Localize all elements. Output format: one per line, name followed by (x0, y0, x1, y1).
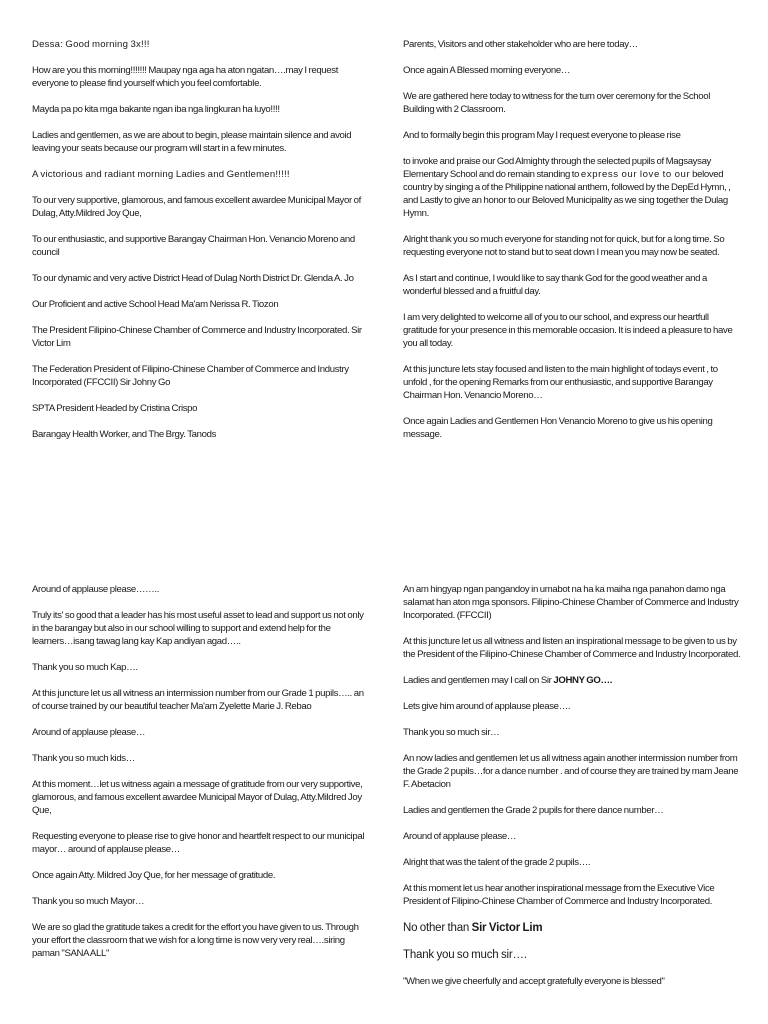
paragraph: To our dynamic and very active District Head of Dulag North District Dr. Glenda A. Jo (32, 273, 354, 284)
paragraph: Lets give him around of applause please…. (403, 701, 571, 712)
paragraph: Parents, Visitors and other stakeholder who are here today… (403, 39, 638, 50)
paragraph (403, 921, 743, 936)
paragraph: At this moment…let us witness again a message of gratitude from our very supportive, glamorous, and famous excellent awardee Municipal Mayor of Dulag, Atty.Mildred Joy Que, (32, 779, 363, 816)
paragraph (403, 674, 743, 687)
paragraph: A victorious and radiant morning Ladies and Gentlemen!!!!! (32, 169, 290, 180)
text-span: No other than (403, 922, 472, 934)
speaker-name: Sir Victor Lim (471, 922, 543, 934)
text-span: beloved country by singing a of the Philippine national anthem, followed by the DepEd Hymn, , and Lastly to give an honor to our Beloved Municipality as we sing together the Dulag Hymn. (403, 169, 731, 219)
paragraph: The President Filipino-Chinese Chamber of Commerce and Industry Incorporated. Sir Victor Lim (32, 325, 362, 349)
paragraph: Truly its' so good that a leader has his most useful asset to lead and support us not only in the barangay but also in our school willing to support and extend help for the learners…isang tawag lang kay Kap andiyan agad….. (32, 610, 364, 647)
paragraph: As I start and continue, I would like to say thank God for the good weather and a wonderful blessed and a fruitful day. (403, 273, 707, 297)
paragraph: Alright thank you so much everyone for standing not for quick, but for a long time. So requesting everyone not to stand but to seat down I mean you may now be seated. (403, 234, 725, 258)
paragraph: Thank you so much sir…. (403, 949, 527, 961)
top-left-column (32, 38, 368, 454)
paragraph: Requesting everyone to please rise to give honor and heartfelt respect to our municipal mayor… around of applause please… (32, 831, 365, 855)
paragraph: An am hingyap ngan pangandoy in umabot na ha ka maiha nga panahon damo nga salamat han aton mga sponsors. Filipino-Chinese Chamber of Commerce and Industry Incorporated. (FFCCII) (403, 584, 739, 621)
paragraph: How are you this morning!!!!!!! Maupay nga aga ha aton ngatan….may I request everyone to please find yourself which you feel comfortable. (32, 65, 339, 89)
paragraph: Ladies and gentlemen, as we are about to begin, please maintain silence and avoid leaving your seats because our program will start in a few minutes. (32, 130, 352, 154)
paragraph: An now ladies and gentlemen let us all witness again another intermission number from the Grade 2 pupils…for a dance number . and of course they are trained by mam Jeane F. Abetacion (403, 753, 739, 790)
paragraph: At this juncture lets stay focused and listen to the main highlight of todays event , to unfold , for the opening Remarks from our enthusiastic, and supportive Barangay Chairman Hon. Venancio Moreno… (403, 364, 718, 401)
paragraph: We are gathered here today to witness for the turn over ceremony for the School Building with 2 Classroom. (403, 91, 711, 115)
paragraph: And to formally begin this program May I request everyone to please rise (403, 130, 681, 141)
closing-quote: "When we give cheerfully and accept gratefully everyone is blessed" (403, 976, 665, 987)
text-span: Ladies and gentlemen may I call on Sir (403, 675, 554, 686)
speaker-name: JOHNY GO…. (553, 675, 613, 686)
paragraph: SPTA President Headed by Cristina Crispo (32, 403, 198, 414)
paragraph: Once again Atty. Mildred Joy Que, for her message of gratitude. (32, 870, 276, 881)
greeting-line: Dessa: Good morning 3x!!! (32, 39, 150, 50)
paragraph: Around of applause please… (403, 831, 517, 842)
text-span: to invoke and praise our God Almighty through the selected pupils of Magsaysay Elementary School and do remain standing to (403, 156, 712, 180)
paragraph: Mayda pa po kita mga bakante ngan iba nga lingkuran ha luyo!!!! (32, 104, 280, 115)
spaced-text-span: express our love to our (580, 169, 691, 180)
paragraph: We are so glad the gratitude takes a credit for the effort you have given to us. Through your effort the classroom that we wish for a long time is now very very real….siring paman "SANA ALL" (32, 922, 359, 959)
paragraph: To our enthusiastic, and supportive Barangay Chairman Hon. Venancio Moreno and council (32, 234, 355, 258)
paragraph: At this juncture let us all witness and listen an inspirational message to be given to us by the President of the Filipino-Chinese Chamber of Commerce and Industry Incorporated. (403, 636, 741, 660)
paragraph: I am very delighted to welcome all of you to our school, and express our heartfull gratitude for your presence in this memorable occasion. It is indeed a pleasure to have you all today. (403, 312, 733, 349)
paragraph: Alright that was the talent of the grade 2 pupils…. (403, 857, 591, 868)
bottom-left-column (32, 583, 368, 973)
paragraph: To our very supportive, glamorous, and famous excellent awardee Municipal Mayor of Dulag, Atty.Mildred Joy Que, (32, 195, 361, 219)
paragraph: Around of applause please… (32, 727, 146, 738)
paragraph: Thank you so much Kap…. (32, 662, 138, 673)
paragraph: Once again A Blessed morning everyone… (403, 65, 571, 76)
top-right-column (403, 38, 743, 454)
paragraph: Thank you so much Mayor… (32, 896, 145, 907)
paragraph: At this juncture let us all witness an intermission number from our Grade 1 pupils….. an of course trained by our beautiful teacher Ma'am Zyelette Marie J. Rebao (32, 688, 364, 712)
paragraph (403, 155, 743, 220)
paragraph: The Federation President of Filipino-Chinese Chamber of Commerce and Industry Incorporated (FFCCII) Sir Johny Go (32, 364, 349, 388)
paragraph: Thank you so much sir… (403, 727, 500, 738)
paragraph: At this moment let us hear another inspirational message from the Executive Vice President of Filipino-Chinese Chamber of Commerce and Industry Incorporated. (403, 883, 715, 907)
bottom-right-column (403, 583, 743, 1001)
paragraph: Thank you so much kids… (32, 753, 135, 764)
paragraph: Our Proficient and active School Head Ma'am Nerissa R. Tiozon (32, 299, 279, 310)
paragraph: Barangay Health Worker, and The Brgy. Tanods (32, 429, 217, 440)
paragraph: Around of applause please…….. (32, 584, 160, 595)
paragraph: Once again Ladies and Gentlemen Hon Venancio Moreno to give us his opening message. (403, 416, 713, 440)
paragraph: Ladies and gentlemen the Grade 2 pupils for there dance number… (403, 805, 664, 816)
